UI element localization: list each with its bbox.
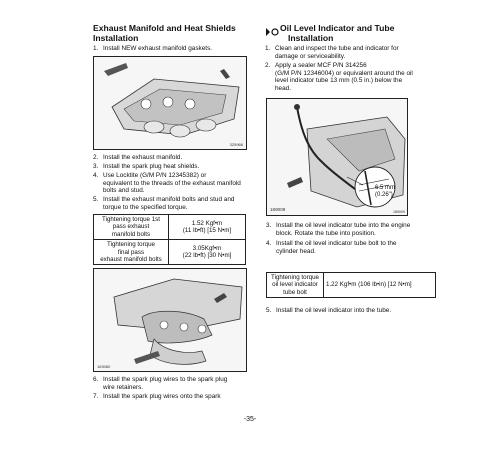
exhaust-manifold-install-figure (93, 268, 247, 372)
oil-indicator-icons (265, 24, 279, 34)
page-number: -35- (243, 416, 257, 423)
table-row (94, 240, 246, 265)
figure-id: 163080 (97, 364, 111, 369)
step-item: 2. Apply a sealer MCF P/N 314256 (G/M P/N 12346004) or equivalent around the oil level indicator tube 13 mm (0.5 in.) below the head. (265, 62, 413, 92)
step-item: 3. Install the oil level indicator tube into the engine block. Rotate the tube into position. (266, 222, 411, 237)
exhaust-manifold-gasket-figure (93, 56, 247, 150)
step-item: 5. Install the exhaust manifold bolts and stud and torque to the specified torque. (93, 196, 235, 211)
oil-tube-torque-table (266, 272, 436, 298)
step-item: 4. Install the oil level indicator tube bolt to the cylinder head. (266, 240, 397, 255)
torque-label-cell: Tightening torque oil level indicator tube bolt (267, 273, 324, 298)
torque-label-cell: Tightening torque 1st pass exhaust manifold bolts (94, 215, 169, 240)
service-symbol-icon (265, 27, 279, 37)
table-row (94, 215, 246, 240)
step-item: 4. Use Locktite (G/M P/N 12345382) or equivalent to the threads of the exhaust manifold bolts and stud. (93, 172, 241, 195)
figure-id: 189009 (270, 207, 286, 212)
table-row (267, 273, 436, 298)
figure-id: 189009 (393, 210, 405, 214)
torque-value-cell: 1.22 Kgf•m (106 lb•in) [12 N•m] (324, 273, 436, 298)
figure-id: 325966 (229, 142, 243, 147)
torque-value-cell: 1.52 Kgf•m (11 lb•ft) [15 N•m] (169, 215, 246, 240)
engine-gasket-illustration (94, 57, 246, 149)
exhaust-torque-table (93, 214, 246, 265)
step-item: 6. Install the spark plug wires to the spark plug wire retainers. (93, 376, 228, 391)
engine-manifold-illustration (94, 269, 246, 371)
torque-value-cell: 3.05Kgf•m (22 lb•ft) [30 N•m] (169, 240, 246, 265)
oil-level-tube-figure (266, 98, 408, 216)
dimension-callout: 6.5 mm (0.26") (375, 185, 396, 198)
exhaust-section-title: Exhaust Manifold and Heat Shields Installation (93, 23, 236, 43)
oil-indicator-section-title: Oil Level Indicator and Tube Installation (280, 23, 395, 43)
step-item: 1. Clean and inspect the tube and indicator for damage or serviceability. (265, 45, 399, 60)
torque-label-cell: Tightening torque final pass exhaust manifold bolts (94, 240, 169, 265)
